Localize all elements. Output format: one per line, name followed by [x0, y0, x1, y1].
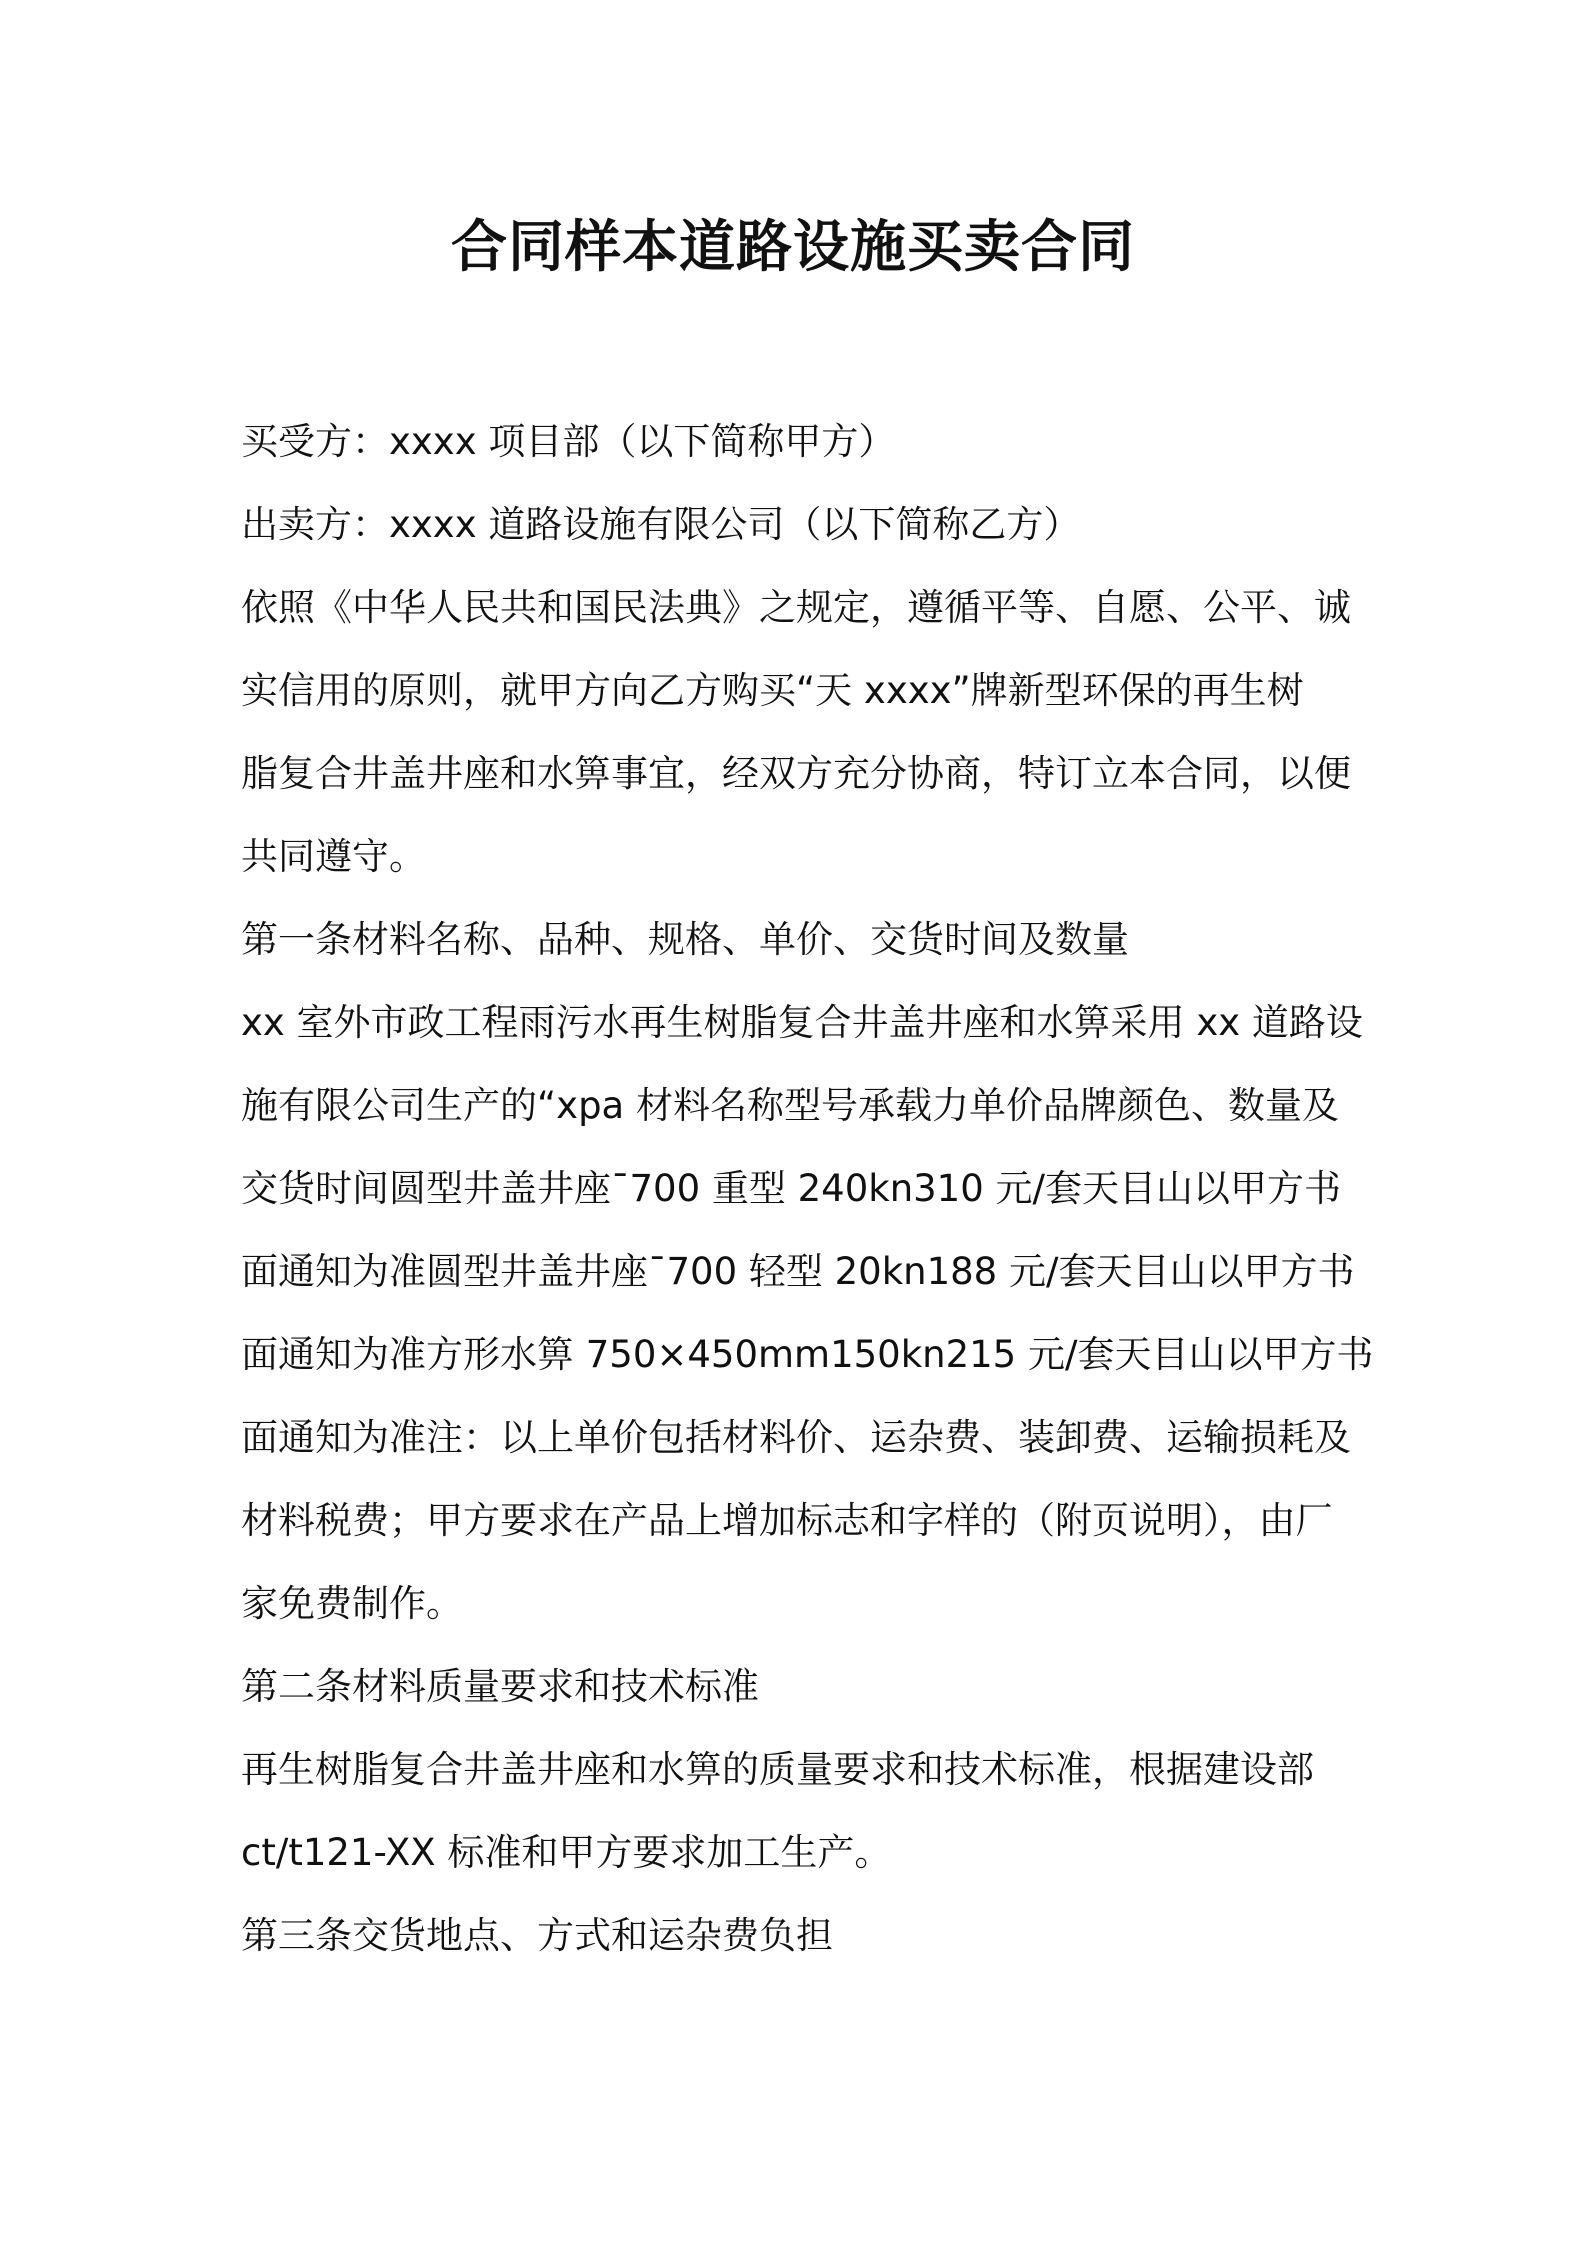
- preamble-line-4: 共同遵守。: [241, 835, 426, 878]
- article-2-line-2: ct/t121-XX 标准和甲方要求加工生产。: [241, 1831, 892, 1874]
- document-body: [241, 400, 1374, 1977]
- preamble-line-2: 实信用的原则，就甲方向乙方购买“天 xxxx”牌新型环保的再生树: [241, 669, 1304, 712]
- article-1-heading: 第一条材料名称、品种、规格、单价、交货时间及数量: [241, 918, 1129, 961]
- document-title: 合同样本道路设施买卖合同: [451, 215, 1135, 280]
- preamble-line-1: 依照《中华人民共和国民法典》之规定，遵循平等、自愿、公平、诚: [241, 586, 1351, 629]
- article-1-line-3: 交货时间圆型井盖井座¯700 重型 240kn310 元/套天目山以甲方书: [241, 1167, 1341, 1210]
- seller-line: 出卖方：xxxx 道路设施有限公司（以下简称乙方）: [241, 503, 1081, 546]
- article-2-line-1: 再生树脂复合井盖井座和水箅的质量要求和技术标准，根据建设部: [241, 1748, 1314, 1791]
- article-2-heading: 第二条材料质量要求和技术标准: [241, 1665, 759, 1708]
- article-1-line-8: 家免费制作。: [241, 1582, 463, 1625]
- article-1-line-6: 面通知为准注：以上单价包括材料价、运杂费、装卸费、运输损耗及: [241, 1416, 1351, 1459]
- article-1-line-2: 施有限公司生产的“xpa 材料名称型号承载力单价品牌颜色、数量及: [241, 1084, 1339, 1127]
- preamble-line-3: 脂复合井盖井座和水箅事宜，经双方充分协商，特订立本合同，以便: [241, 752, 1351, 795]
- article-1-line-4: 面通知为准圆型井盖井座¯700 轻型 20kn188 元/套天目山以甲方书: [241, 1250, 1355, 1293]
- article-1-line-5: 面通知为准方形水箅 750×450mm150kn215 元/套天目山以甲方书: [241, 1333, 1374, 1376]
- article-1-line-1: xx 室外市政工程雨污水再生树脂复合井盖井座和水箅采用 xx 道路设: [241, 1001, 1363, 1044]
- buyer-line: 买受方：xxxx 项目部（以下简称甲方）: [241, 420, 896, 463]
- article-3-heading: 第三条交货地点、方式和运杂费负担: [241, 1914, 833, 1957]
- article-1-line-7: 材料税费；甲方要求在产品上增加标志和字样的（附页说明），由厂: [241, 1499, 1333, 1542]
